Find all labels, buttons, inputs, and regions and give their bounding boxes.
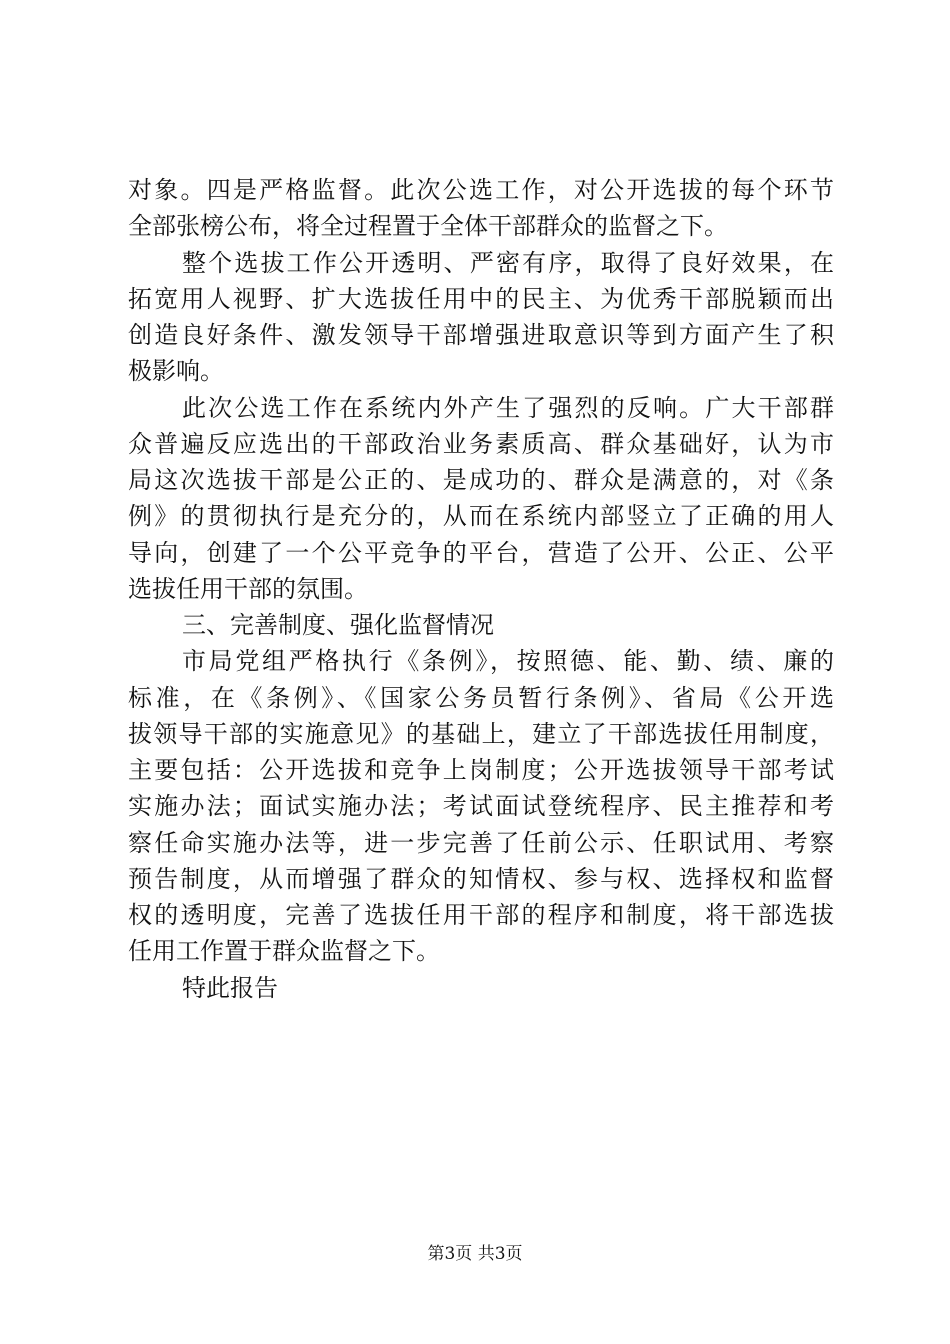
text-line: 选拔任用干部的氛围。	[128, 574, 368, 603]
text-line: 极影响。	[128, 357, 224, 386]
text-line: 众普遍反应选出的干部政治业务素质高、群众基础好，认为市	[128, 429, 834, 458]
text-line: 拓宽用人视野、扩大选拔任用中的民主、为优秀干部脱颖而出	[128, 284, 834, 313]
text-line: 例》的贯彻执行是充分的，从而在系统内部竖立了正确的用人	[128, 502, 834, 531]
text-line: 预告制度，从而增强了群众的知情权、参与权、选择权和监督	[128, 864, 834, 893]
text-line: 整个选拔工作公开透明、严密有序，取得了良好效果，在	[182, 248, 834, 277]
text-line: 实施办法；面试实施办法；考试面试登统程序、民主推荐和考	[128, 792, 834, 821]
text-line: 拔领导干部的实施意见》的基础上，建立了干部选拔任用制度，	[128, 719, 834, 748]
text-line: 市局党组严格执行《条例》，按照德、能、勤、绩、廉的	[182, 647, 834, 676]
text-line: 对象。四是严格监督。此次公选工作，对公开选拔的每个环节	[128, 176, 834, 204]
text-line: 此次公选工作在系统内外产生了强烈的反响。广大干部群	[182, 393, 834, 422]
text-line: 全部张榜公布，将全过程置于全体干部群众的监督之下。	[128, 212, 728, 241]
text-line: 权的透明度，完善了选拔任用干部的程序和制度，将干部选拔	[128, 901, 834, 929]
text-line: 局这次选拔干部是公正的、是成功的、群众是满意的，对《条	[128, 466, 834, 494]
text-line: 主要包括：公开选拔和竞争上岗制度；公开选拔领导干部考试	[128, 756, 834, 784]
body-text	[128, 172, 834, 1006]
section-heading: 三、完善制度、强化监督情况	[182, 611, 494, 639]
text-line: 导向，创建了一个公平竞争的平台，营造了公开、公正、公平	[128, 538, 834, 567]
text-line: 创造良好条件、激发领导干部增强进取意识等到方面产生了积	[128, 321, 834, 349]
text-line: 察任命实施办法等，进一步完善了任前公示、任职试用、考察	[128, 828, 834, 857]
text-line: 任用工作置于群众监督之下。	[128, 937, 440, 966]
text-line: 标准，在《条例》、《国家公务员暂行条例》、省局《公开选	[128, 683, 834, 712]
closing-line: 特此报告	[182, 973, 278, 1002]
page-footer: 第3页 共3页	[427, 1244, 523, 1264]
